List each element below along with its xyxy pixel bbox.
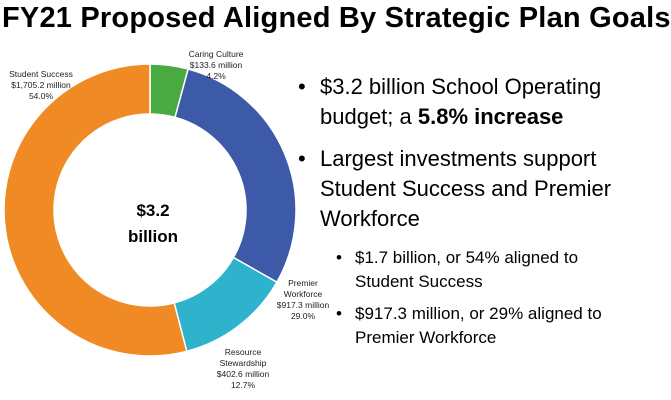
bullet-line: Student Success and Premier	[320, 176, 612, 201]
slice-label-resource-stewardship	[200, 347, 286, 391]
donut-center-label	[88, 198, 218, 250]
slice-percent: 4.2%	[206, 71, 226, 81]
bullet-investments	[298, 144, 618, 234]
slice-label-student-success	[0, 69, 82, 102]
bullet-text	[298, 144, 618, 234]
bullet-dot-icon: •	[336, 248, 342, 267]
slice-amount: $133.6 million	[189, 60, 243, 70]
bullet-line: $1.7 billion, or 54% aligned to	[355, 248, 579, 267]
sub-bullet-student-success	[336, 246, 618, 294]
slice-premier-workforce	[175, 69, 296, 282]
increase-highlight: 5.8% increase	[417, 104, 564, 129]
slice-amount: $402.6 million	[216, 369, 270, 379]
bullet-text	[298, 72, 618, 132]
center-amount: $3.2	[136, 201, 170, 220]
bullet-list	[298, 72, 618, 350]
bullet-text	[336, 302, 618, 350]
bullet-dot-icon: •	[336, 304, 342, 323]
slice-name: Resource	[224, 347, 262, 357]
slice-name-2: Stewardship	[219, 358, 267, 368]
bullet-line: $917.3 million, or 29% aligned to	[355, 304, 602, 323]
slice-amount: $1,705.2 million	[11, 80, 71, 90]
bullet-line: budget; a	[320, 104, 418, 129]
bullet-text	[336, 246, 618, 294]
slice-label-caring-culture	[168, 49, 264, 82]
slice-name-2: Workforce	[283, 289, 323, 299]
slide-title: FY21 Proposed Aligned By Strategic Plan Goals	[2, 2, 671, 34]
bullet-dot-icon: •	[298, 146, 306, 171]
slice-percent: 54.0%	[28, 91, 54, 101]
slice-percent: 12.7%	[230, 380, 256, 390]
bullet-line: Workforce	[320, 206, 420, 231]
slice-percent: 29.0%	[290, 311, 316, 321]
slice-name: Student Success	[9, 69, 73, 79]
sub-bullet-premier-workforce	[336, 302, 618, 350]
bullet-line: Premier Workforce	[355, 328, 497, 347]
center-unit: billion	[127, 227, 179, 246]
bullet-dot-icon: •	[298, 74, 306, 99]
slice-amount: $917.3 million	[276, 300, 330, 310]
bullet-budget	[298, 72, 618, 132]
slice-name: Premier	[288, 278, 318, 288]
bullet-line: $3.2 billion School Operating	[320, 74, 602, 99]
bullet-line: Student Success	[355, 272, 483, 291]
slice-name: Caring Culture	[188, 49, 244, 59]
bullet-line: Largest investments support	[320, 146, 597, 171]
